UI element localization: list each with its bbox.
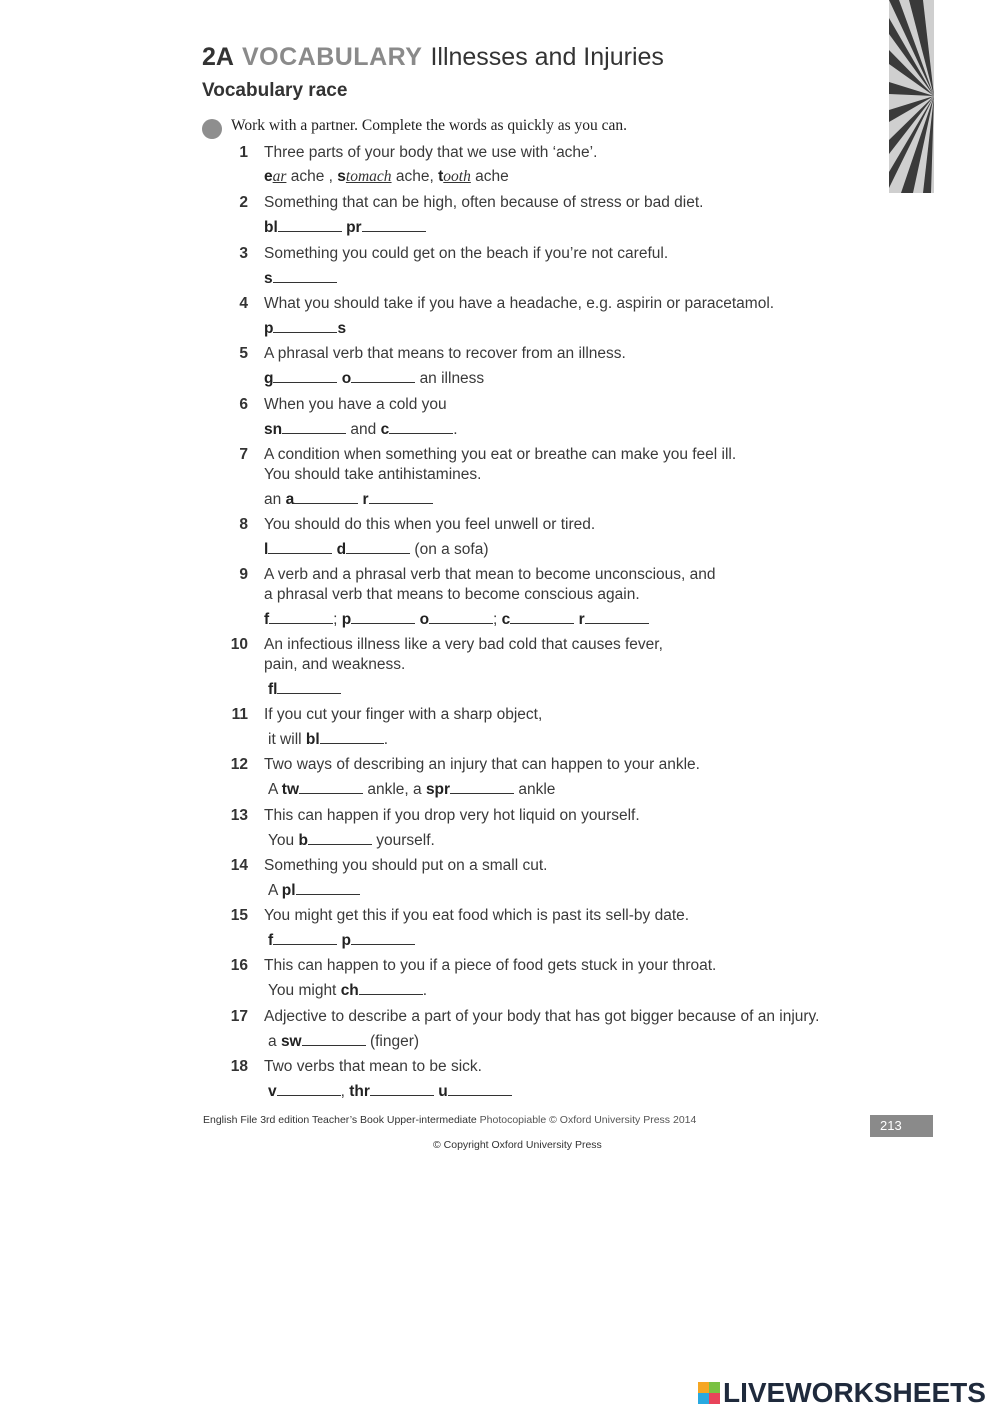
question-number: 16 (230, 957, 248, 974)
question-6 (228, 395, 868, 440)
answer-text: ache , (290, 168, 333, 185)
brand-name: LIVEWORKSHEETS (723, 1377, 986, 1408)
instruction-bullet-icon (202, 119, 222, 139)
answer-letter: pl (281, 882, 296, 899)
answer-letter: o (419, 611, 430, 628)
question-text: You might get this if you eat food which is past its sell-by date. (264, 907, 690, 924)
question-2 (228, 193, 868, 238)
question-16 (228, 956, 868, 1001)
question-number: 6 (239, 396, 248, 413)
question-9 (228, 565, 868, 630)
answer-text: a (268, 1033, 277, 1050)
answer-text: (on a sofa) (414, 541, 489, 558)
question-text: A verb and a phrasal verb that mean to become unconscious, and (264, 566, 716, 583)
answer-letter: s (264, 270, 273, 287)
answer-line (268, 830, 868, 851)
book-title: English File 3rd edition Teacher’s Book Upper-intermediate (203, 1114, 477, 1126)
answer-blank[interactable] (370, 1081, 434, 1096)
answer-blank[interactable] (450, 779, 514, 794)
answer-text: ; (333, 611, 338, 628)
question-11 (228, 705, 868, 750)
answer-blank[interactable] (351, 930, 415, 945)
question-text: This can happen if you drop very hot liquid on yourself. (264, 807, 640, 824)
question-3 (228, 244, 868, 289)
answer-letter: bl (264, 219, 278, 236)
sunburst-graphic (889, 0, 934, 193)
answer-letter: f (264, 611, 270, 628)
answer-text: yourself. (376, 832, 435, 849)
answer-line (268, 679, 868, 700)
answer-blank[interactable] (278, 217, 342, 232)
question-text: Two verbs that mean to be sick. (264, 1058, 482, 1075)
answer-text: an (264, 491, 282, 508)
question-text: An infectious illness like a very bad cold that causes fever, (264, 636, 663, 653)
answer-text: it will (268, 731, 302, 748)
instruction-text: Work with a partner. Complete the words as quickly as you can. (231, 117, 628, 134)
answer-blank[interactable] (362, 217, 426, 232)
answer-blank[interactable] (448, 1081, 512, 1096)
answer-text: ankle (518, 781, 556, 798)
answer-text: You (268, 832, 295, 849)
answer-blank[interactable] (351, 368, 415, 383)
page-number: 213 (870, 1115, 933, 1137)
answer-blank[interactable] (369, 489, 433, 504)
question-number: 12 (230, 756, 248, 773)
question-text: A condition when something you eat or breathe can make you feel ill. (264, 446, 737, 463)
answer-blank[interactable] (351, 609, 415, 624)
question-text: a phrasal verb that means to become conscious again. (264, 586, 640, 603)
question-number: 11 (231, 706, 248, 723)
answer-letter: r (578, 611, 585, 628)
question-14 (228, 856, 868, 901)
question-number: 8 (239, 516, 248, 533)
answer-letter: s (337, 168, 346, 185)
answer-blank[interactable] (273, 368, 337, 383)
answer-letter: thr (349, 1083, 370, 1100)
answer-text: ache, (395, 168, 434, 185)
question-4 (228, 294, 868, 339)
copyright-notice: © Copyright Oxford University Press (433, 1139, 602, 1151)
handwritten-answer[interactable]: tomach (345, 168, 392, 185)
question-number: 5 (239, 345, 248, 362)
answer-blank[interactable] (308, 830, 372, 845)
answer-text: an illness (419, 370, 485, 387)
answer-letter: g (264, 370, 274, 387)
answer-letter: c (501, 611, 511, 628)
answer-line (268, 729, 868, 750)
question-text: You should do this when you feel unwell or tired. (264, 516, 596, 533)
answer-blank[interactable] (269, 609, 333, 624)
liveworksheets-icon (698, 1382, 720, 1404)
answer-letter: spr (425, 781, 451, 798)
unit-code: 2A (202, 43, 234, 71)
answer-letter: p (264, 320, 274, 337)
footer-credit (203, 1114, 696, 1126)
answer-text: ; (493, 611, 498, 628)
answer-line (268, 1031, 868, 1052)
answer-line (264, 167, 868, 187)
question-17 (228, 1007, 868, 1052)
question-15 (228, 906, 868, 951)
answer-line (264, 318, 868, 339)
question-text: You should take antihistamines. (264, 466, 482, 483)
answer-text: . (422, 982, 428, 999)
question-number: 15 (230, 907, 248, 924)
answer-letter: o (341, 370, 352, 387)
answer-blank[interactable] (302, 1031, 366, 1046)
answer-line (268, 880, 868, 901)
answer-text: ankle, a (367, 781, 422, 798)
answer-letter: pr (346, 219, 362, 236)
question-number: 17 (230, 1008, 248, 1025)
answer-blank[interactable] (585, 609, 649, 624)
answer-letter: p (341, 611, 352, 628)
answer-letter: u (438, 1083, 448, 1100)
question-text: This can happen to you if a piece of food gets stuck in your throat. (264, 957, 717, 974)
answer-text: A (268, 882, 278, 899)
question-text: Something that can be high, often because of stress or bad diet. (264, 194, 704, 211)
answer-text: . (453, 421, 458, 438)
question-text: pain, and weakness. (264, 656, 406, 673)
answer-line (264, 489, 868, 510)
question-text: A phrasal verb that means to recover from an illness. (264, 345, 626, 362)
answer-letter: p (341, 932, 351, 949)
answer-line (264, 368, 868, 389)
answer-blank[interactable] (389, 419, 453, 434)
question-number: 3 (239, 245, 248, 262)
answer-blank[interactable] (282, 419, 346, 434)
answer-letter: s (337, 320, 347, 337)
topic-label: Illnesses and Injuries (430, 43, 664, 71)
answer-blank[interactable] (273, 318, 337, 333)
question-text: What you should take if you have a headache, e.g. aspirin or paracetamol. (264, 295, 775, 312)
answer-letter: sw (280, 1033, 302, 1050)
answer-line (264, 609, 868, 630)
answer-letter: v (268, 1083, 277, 1100)
question-13 (228, 806, 868, 851)
question-number: 9 (239, 566, 248, 583)
answer-blank[interactable] (320, 729, 384, 744)
answer-letter: r (362, 491, 369, 508)
answer-letter: l (264, 541, 269, 558)
answer-line (264, 539, 868, 560)
answer-blank[interactable] (296, 880, 360, 895)
answer-text: and (350, 421, 377, 438)
answer-line (264, 217, 868, 238)
question-18 (228, 1057, 868, 1102)
answer-blank[interactable] (277, 1081, 341, 1096)
answer-blank[interactable] (294, 489, 358, 504)
handwritten-answer[interactable]: ooth (443, 168, 471, 185)
answer-letter: tw (281, 781, 300, 798)
question-number: 2 (239, 194, 248, 211)
question-text: Something you could get on the beach if you’re not careful. (264, 245, 669, 262)
answer-line (268, 980, 868, 1001)
answer-letter: t (438, 168, 444, 185)
answer-line (268, 930, 868, 951)
liveworksheets-logo[interactable] (698, 1378, 986, 1408)
question-text: Something you should put on a small cut. (264, 857, 548, 874)
answer-blank[interactable] (277, 679, 341, 694)
handwritten-answer[interactable]: ar (272, 168, 287, 185)
answer-text: (finger) (369, 1033, 420, 1050)
answer-line (268, 779, 868, 800)
answer-blank[interactable] (268, 539, 332, 554)
answer-text: . (383, 731, 388, 748)
activity-title: Vocabulary race (202, 80, 348, 101)
question-text: Two ways of describing an injury that can happen to your ankle. (264, 756, 700, 773)
question-8 (228, 515, 868, 560)
answer-letter: ch (340, 982, 359, 999)
answer-line (264, 268, 868, 289)
answer-letter: c (380, 421, 390, 438)
answer-blank[interactable] (273, 268, 337, 283)
answer-letter: fl (268, 681, 278, 698)
decorative-sunburst (889, 0, 934, 193)
answer-letter: a (285, 491, 295, 508)
question-1 (228, 143, 868, 187)
answer-text: A (268, 781, 278, 798)
question-number: 13 (230, 807, 248, 824)
question-text: Adjective to describe a part of your body that has got bigger because of an injury. (264, 1008, 820, 1025)
question-number: 4 (239, 295, 248, 312)
question-number: 18 (230, 1058, 248, 1075)
answer-blank[interactable] (359, 980, 423, 995)
answer-blank[interactable] (510, 609, 574, 624)
answer-text: , (340, 1083, 345, 1100)
question-5 (228, 344, 868, 389)
question-12 (228, 755, 868, 800)
answer-blank[interactable] (429, 609, 493, 624)
answer-letter: b (298, 832, 308, 849)
question-number: 7 (239, 446, 248, 463)
answer-blank[interactable] (299, 779, 363, 794)
question-text: Three parts of your body that we use with ‘ache’. (264, 144, 598, 161)
answer-blank[interactable] (346, 539, 410, 554)
question-number: 10 (230, 636, 248, 653)
answer-line (264, 419, 868, 440)
answer-blank[interactable] (273, 930, 337, 945)
page-title (202, 40, 664, 74)
question-number: 1 (239, 144, 248, 161)
question-7 (228, 445, 868, 510)
answer-text: You might (268, 982, 337, 999)
question-number: 14 (230, 857, 248, 874)
question-text: When you have a cold you (264, 396, 447, 413)
question-10 (228, 635, 868, 700)
question-text: If you cut your finger with a sharp object, (264, 706, 543, 723)
answer-letter: d (336, 541, 347, 558)
answer-line (268, 1081, 868, 1102)
answer-letter: e (264, 168, 273, 185)
answer-letter: bl (305, 731, 320, 748)
answer-letter: f (268, 932, 274, 949)
section-label: VOCABULARY (241, 43, 423, 71)
photocopiable-note: Photocopiable © Oxford University Press 2014 (479, 1114, 697, 1126)
answer-letter: sn (264, 421, 283, 438)
answer-text: ache (475, 168, 509, 185)
